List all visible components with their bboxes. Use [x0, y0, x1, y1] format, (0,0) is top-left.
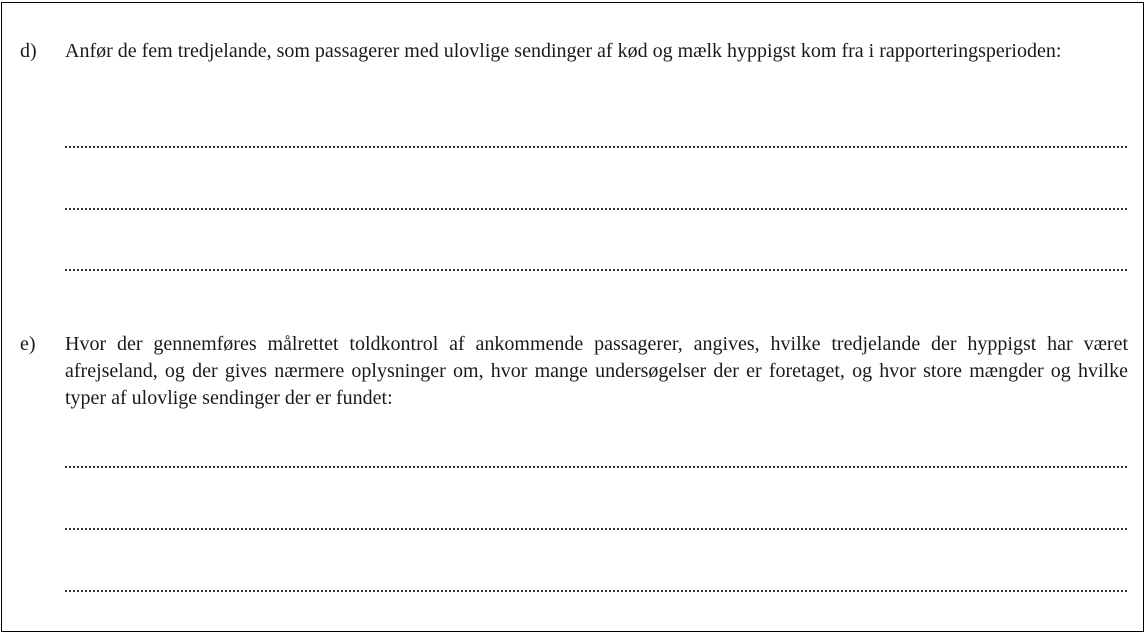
form-frame	[1, 2, 1144, 632]
answer-line-d-2[interactable]	[65, 208, 1127, 210]
answer-line-d-1[interactable]	[65, 146, 1127, 148]
answer-line-e-2[interactable]	[65, 528, 1127, 530]
answer-line-d-3[interactable]	[65, 269, 1127, 271]
question-label: e)	[20, 333, 36, 355]
answer-line-e-1[interactable]	[65, 466, 1127, 468]
question-text: Hvor der gennemføres målrettet toldkontrol af ankommende passagerer, angives, hvilke tredjelande der hyppigst har været afrejseland, og der gives nærmere oplysninger om, hvor mange undersøgelser der er foretaget, og hvor store mængder og hvilke typer af ulovlige sendinger der er fundet:	[65, 333, 1128, 409]
question-text: Anfør de fem tredjelande, som passagerer med ulovlige sendinger af kød og mælk hyppigst kom fra i rapporteringsperioden:	[65, 40, 1062, 62]
question-label: d)	[20, 40, 37, 62]
answer-line-e-3[interactable]	[65, 590, 1127, 592]
